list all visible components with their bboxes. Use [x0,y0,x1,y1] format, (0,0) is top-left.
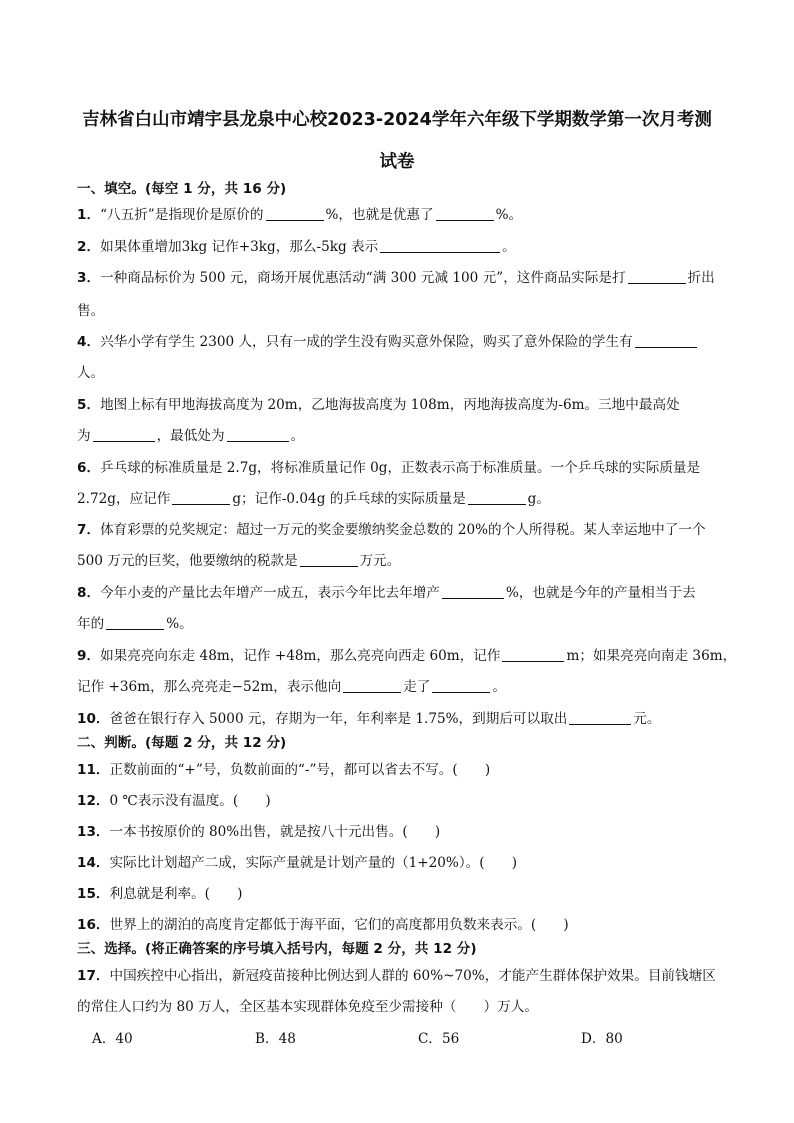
option-a[interactable]: A．40 [92,1031,133,1047]
answer-blank[interactable] [442,584,504,599]
question-text: %。 [166,616,193,632]
section-choice-heading: 三、选择。(将正确答案的序号填入括号内，每题 2 分，共 12 分) [77,941,477,957]
question-text: 今年小麦的产量比去年增产一成五，表示今年比去年增产 [100,585,440,601]
question-text: g；记作-0.04g 的乒乓球的实际质量是 [232,491,466,507]
answer-blank[interactable] [432,678,490,693]
question-11 [77,761,490,779]
question-text: 乒乓球的标准质量是 2.7g，将标准质量记作 0g，正数表示高于标准质量。一个乒乓球的实际质量是 [100,460,701,476]
question-text: 售。 [77,303,105,319]
question-number: 4． [77,334,101,350]
option-b[interactable]: B．48 [255,1031,296,1047]
question-text: 500 万元的巨奖，他要缴纳的税款是 [77,553,298,569]
question-text: 的常住人口约为 80 万人，全区基本实现群体免疫至少需接种（ ）万人。 [77,999,538,1015]
question-3 [77,269,715,287]
answer-blank[interactable] [569,710,631,725]
answer-blank[interactable] [266,206,324,221]
question-text: 地图上标有甲地海拔高度为 20m，乙地海拔高度为 108m，丙地海拔高度为-6m。三地中最高处 [100,397,680,413]
question-text: 万元。 [359,553,401,569]
question-14 [77,854,517,872]
question-9 [77,647,736,665]
question-text: %，也就是优惠了 [325,207,434,223]
question-text: 为 [77,428,91,444]
question-text: 爸爸在银行存入 5000 元，存期为一年，年利率是 1.75%，到期后可以取出 [109,711,568,727]
question-15 [77,885,242,903]
question-number: 2． [77,239,101,255]
question-17-continued [77,998,538,1016]
question-number: 11． [77,762,110,778]
question-13 [77,823,440,841]
question-number: 3． [77,270,101,286]
answer-blank[interactable] [468,490,526,505]
answer-blank[interactable] [436,206,494,221]
question-number: 6． [77,460,101,476]
page-title-continued: 试卷 [379,152,415,172]
question-text: 如果体重增加3kg 记作+3kg，那么-5kg 表示 [100,239,379,255]
question-text: %。 [495,207,523,223]
question-number: 10． [77,711,110,727]
question-text: 世界上的湖泊的高度肯定都低于海平面，它们的高度都用负数来表示。( ) [109,917,569,933]
question-text: 如果亮亮向东走 48m，记作 +48m，那么亮亮向西走 60m，记作 [100,648,501,664]
question-number: 16． [77,917,110,933]
question-text: 。 [290,428,305,444]
question-text: 一本书按原价的 80%出售，就是按八十元出售。( ) [109,824,441,840]
question-12 [77,792,271,810]
question-2 [77,238,516,256]
answer-blank[interactable] [93,427,155,442]
question-number: 9． [77,648,101,664]
question-17 [77,967,716,985]
question-8-continued [77,615,193,633]
answer-blank[interactable] [628,269,686,284]
question-number: 13． [77,824,110,840]
question-number: 14． [77,855,110,871]
question-10 [77,710,660,728]
question-7 [77,521,706,539]
question-7-continued [77,552,400,570]
question-text: 年的 [77,616,105,632]
question-number: 15． [77,886,110,902]
question-text: %，也就是今年的产量相当于去 [505,585,696,601]
question-text: 一种商品标价为 500 元，商场开展优惠活动“满 300 元减 100 元”，这件商品实际是打 [100,270,626,286]
question-6-continued [77,490,550,508]
question-4-continued [77,364,104,382]
question-text: 元。 [633,711,661,727]
question-text: 利息就是利率。( ) [109,886,243,902]
question-17-options [92,1030,652,1048]
answer-blank[interactable] [300,552,358,567]
question-text: 0 ℃表示没有温度。( ) [109,793,271,809]
answer-blank[interactable] [172,490,230,505]
question-text: 2.72g，应记作 [77,491,171,507]
question-text: 人。 [77,365,105,381]
question-text: 。 [502,239,516,255]
answer-blank[interactable] [106,615,164,630]
question-number: 7． [77,522,101,538]
answer-blank[interactable] [343,678,401,693]
answer-blank[interactable] [502,647,564,662]
question-number: 5． [77,397,101,413]
question-text: 。 [492,679,506,695]
page-title: 吉林省白山市靖宇县龙泉中心校2023-2024学年六年级下学期数学第一次月考测 [82,110,712,130]
question-text: m；如果亮亮向南走 36m， [566,648,737,664]
question-text: 体育彩票的兑奖规定：超过一万元的奖金要缴纳奖金总数的 20%的个人所得税。某人幸运地中了一个 [100,522,706,538]
question-1 [77,206,522,224]
question-number: 1． [77,207,101,223]
question-text: 实际比计划超产二成，实际产量就是计划产量的（1+20%）。( ) [109,855,518,871]
question-text: g。 [527,491,550,507]
question-text: 记作 +36m，那么亮亮走−52m，表示他向 [77,679,342,695]
answer-blank[interactable] [380,238,500,253]
question-4 [77,333,699,351]
question-number: 8． [77,585,101,601]
question-5 [77,396,680,414]
question-3-continued [77,302,104,320]
question-9-continued [77,678,506,696]
answer-blank[interactable] [635,333,697,348]
question-6 [77,459,700,477]
question-text: 兴华小学有学生 2300 人，只有一成的学生没有购买意外保险，购买了意外保险的学生有 [100,334,633,350]
question-text: 中国疾控中心指出，新冠疫苗接种比例达到人群的 60%~70%，才能产生群体保护效果。目前钱塘区 [109,968,716,984]
question-text: 正数前面的“+”号，负数前面的“-”号，都可以省去不写。( ) [109,762,491,778]
option-d[interactable]: D．80 [581,1031,623,1047]
question-16 [77,916,569,934]
question-text: “八五折”是指现价是原价的 [100,207,264,223]
question-number: 17． [77,968,110,984]
question-number: 12． [77,793,110,809]
answer-blank[interactable] [227,427,289,442]
section-judgment-heading: 二、判断。(每题 2 分，共 12 分) [77,735,287,751]
question-8 [77,584,696,602]
question-text: ，最低处为 [156,428,225,444]
question-text: 折出 [687,270,715,286]
question-text: 走了 [403,679,431,695]
option-c[interactable]: C．56 [418,1031,460,1047]
question-5-continued [77,427,304,445]
section-fill-in-heading: 一、填空。(每空 1 分，共 16 分) [77,181,287,197]
